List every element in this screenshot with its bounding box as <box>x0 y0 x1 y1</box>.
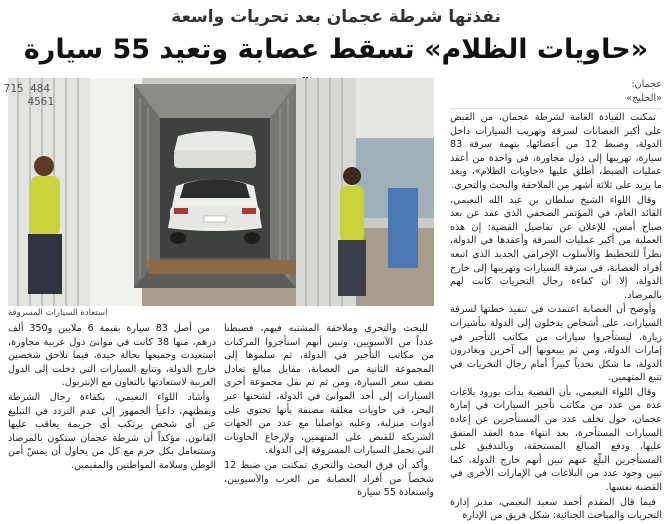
article-kicker: نفذتها شرطة عجمان بعد تحريات واسعة <box>171 7 501 27</box>
article-photo <box>3 78 434 306</box>
article-column-middle <box>224 322 434 501</box>
article-headline: «حاويات الظلام» تسقط عصابة وتعيد 55 سيارة <box>23 34 649 65</box>
paragraph: وأوضح أن العصابة اعتمدت في تنفيذ خطتها لسرقة السيارات، على أشخاص يدخلون إلى الدولة بتأشيرات زيارة، ليستأجروا سيارات من مكاتب التأجير في إمارات الدولة، ومن ثم يبيعونها إلى آخرين ويغادرون الدولة، ما شكل تحدياً كبيراً أمام رجال التحريات في تتبع المتهمين. <box>450 304 662 384</box>
paragraph: وأشاد اللواء النعيمي، بكفاءة رجال الشرطة ويقظتهم، داعياً الجمهور إلى عدم التردد في التبليغ عن أي شخص يرتكب أي جريمة يعاقب عليها القانون. مؤكداً أن شرطة عجمان ستكون بالمرصاد وستتعامل بكل حزم مع كل من يحاول أن يمسّ أمن الوطن وسلامة المواطنين والمقيمين. <box>8 391 216 471</box>
dateline-city: عجمان: <box>631 79 662 90</box>
photo-caption: استعادة السيارات المسروقة <box>8 308 108 318</box>
dateline <box>450 78 662 109</box>
paragraph: فيما قال المقدم أحمد سعيد النعيمي، مدير إدارة التحريات والمباحث الجنائية: شكل فريق من الإدارة <box>450 496 662 522</box>
article-column-left <box>8 322 216 474</box>
article-column-right <box>450 78 662 524</box>
paragraph: للبحث والتحري وملاحقة المشتبه فيهم، فضبطنا عدداً من الآسيويين، وتبين أنهم استأجروا المركبات من مكاتب التأجير في الدولة، ثم سلموها إلى المجموعة الثانية من العصابة، مقابل مبالغ تعادل نصف سعر السيارة، ومن ثم تم نقل مجموعة أخرى السيارات إلى أحد الموانئ في الدولة، لشحنها عبر البحر، في حاويات مغلقة مصنفة بأنها تحتوي على أدوات منزلية، وعليه تواصلنا مع عدد من الجهات الشريكة للقبض على المتهمين، ولإرجاع الحاويات التي تحمل السيارات المسروقة إلى الدولة. <box>224 323 434 457</box>
container-scene <box>3 78 434 306</box>
paragraph: وقال اللواء النعيمي، بأن القضية بدأت بورود بلاغات عدة من عدد من مكاتب تأجير السيارات في إمارة عجمان، حول تخلف عدد من المستأجرين عن إعادة السيارات المستأجرة، بعد انتهاء مدة العقد المتفق عليها، ودفع المبالغ المستحقة، وبالتدقيق على المستأجرين البلّغ عنهم تبين أنهم خارج الدولة، كما تبين وجود عدد من البلاغات في الإمارات الأخرى في القضية نفسها. <box>450 386 662 494</box>
container-code: 484 715 <box>3 82 50 95</box>
paragraph: وأكد أن فرق البحث والتحري تمكنت من ضبط 12 شخصاً من أفراد العصابة من العرب والآسيويين، واستعادة 55 سيارة <box>224 459 434 499</box>
paragraph: من أصل 83 سيارة بقيمة 6 ملايين و350 ألف درهم، منها 38 كانت في موانئ دول عربية مجاورة، استعيدت وجميعها بحالة جيدة، فيما تلاحق شخصين خارج الدولة، وتتابع السيارات التي دخلت إلى الدول العربية لاستعادتها بالتعاون مع الإنتربول. <box>8 323 216 389</box>
paragraph: وقال اللواء الشيخ سلطان بن عبد الله النعيمي، القائد العام، في المؤتمر الصحفي الذي عقد عن بعد صباح أمس، للإعلان عن تفاصيل القضية: إن هذه العملية من أكبر عمليات السرقة وأعقدها في الدولة، نظراً للتخطيط والأسلوب الإجرامي الجديد الذي اتبعه أفراد العصابة، في سرقة السيارات وتهريبها إلى خارج الدولة، إلا أن كفاءة رجال التحريات كانت لهم بالمرصاد. <box>450 194 662 301</box>
dateline-paper: «الخليج» <box>626 93 662 104</box>
paragraph: تمكنت القيادة العامة لشرطة عجمان، من القبض على أكبر العصابات لسرقة وتهريب السيارات داخل الدولة، وضبط 12 من أعضائها، بتهمة سرقة 83 سيارة، تهريبها إلى دول مجاورة، في واحدة من أعقد عمليات الضبط، أطلق عليها «حاويات الظلام»، وبعد ما يزيد على ثلاثة أشهر من الملاحقة والبحث والتحري. <box>450 112 662 191</box>
container-code-2: 4561 <box>27 95 54 108</box>
